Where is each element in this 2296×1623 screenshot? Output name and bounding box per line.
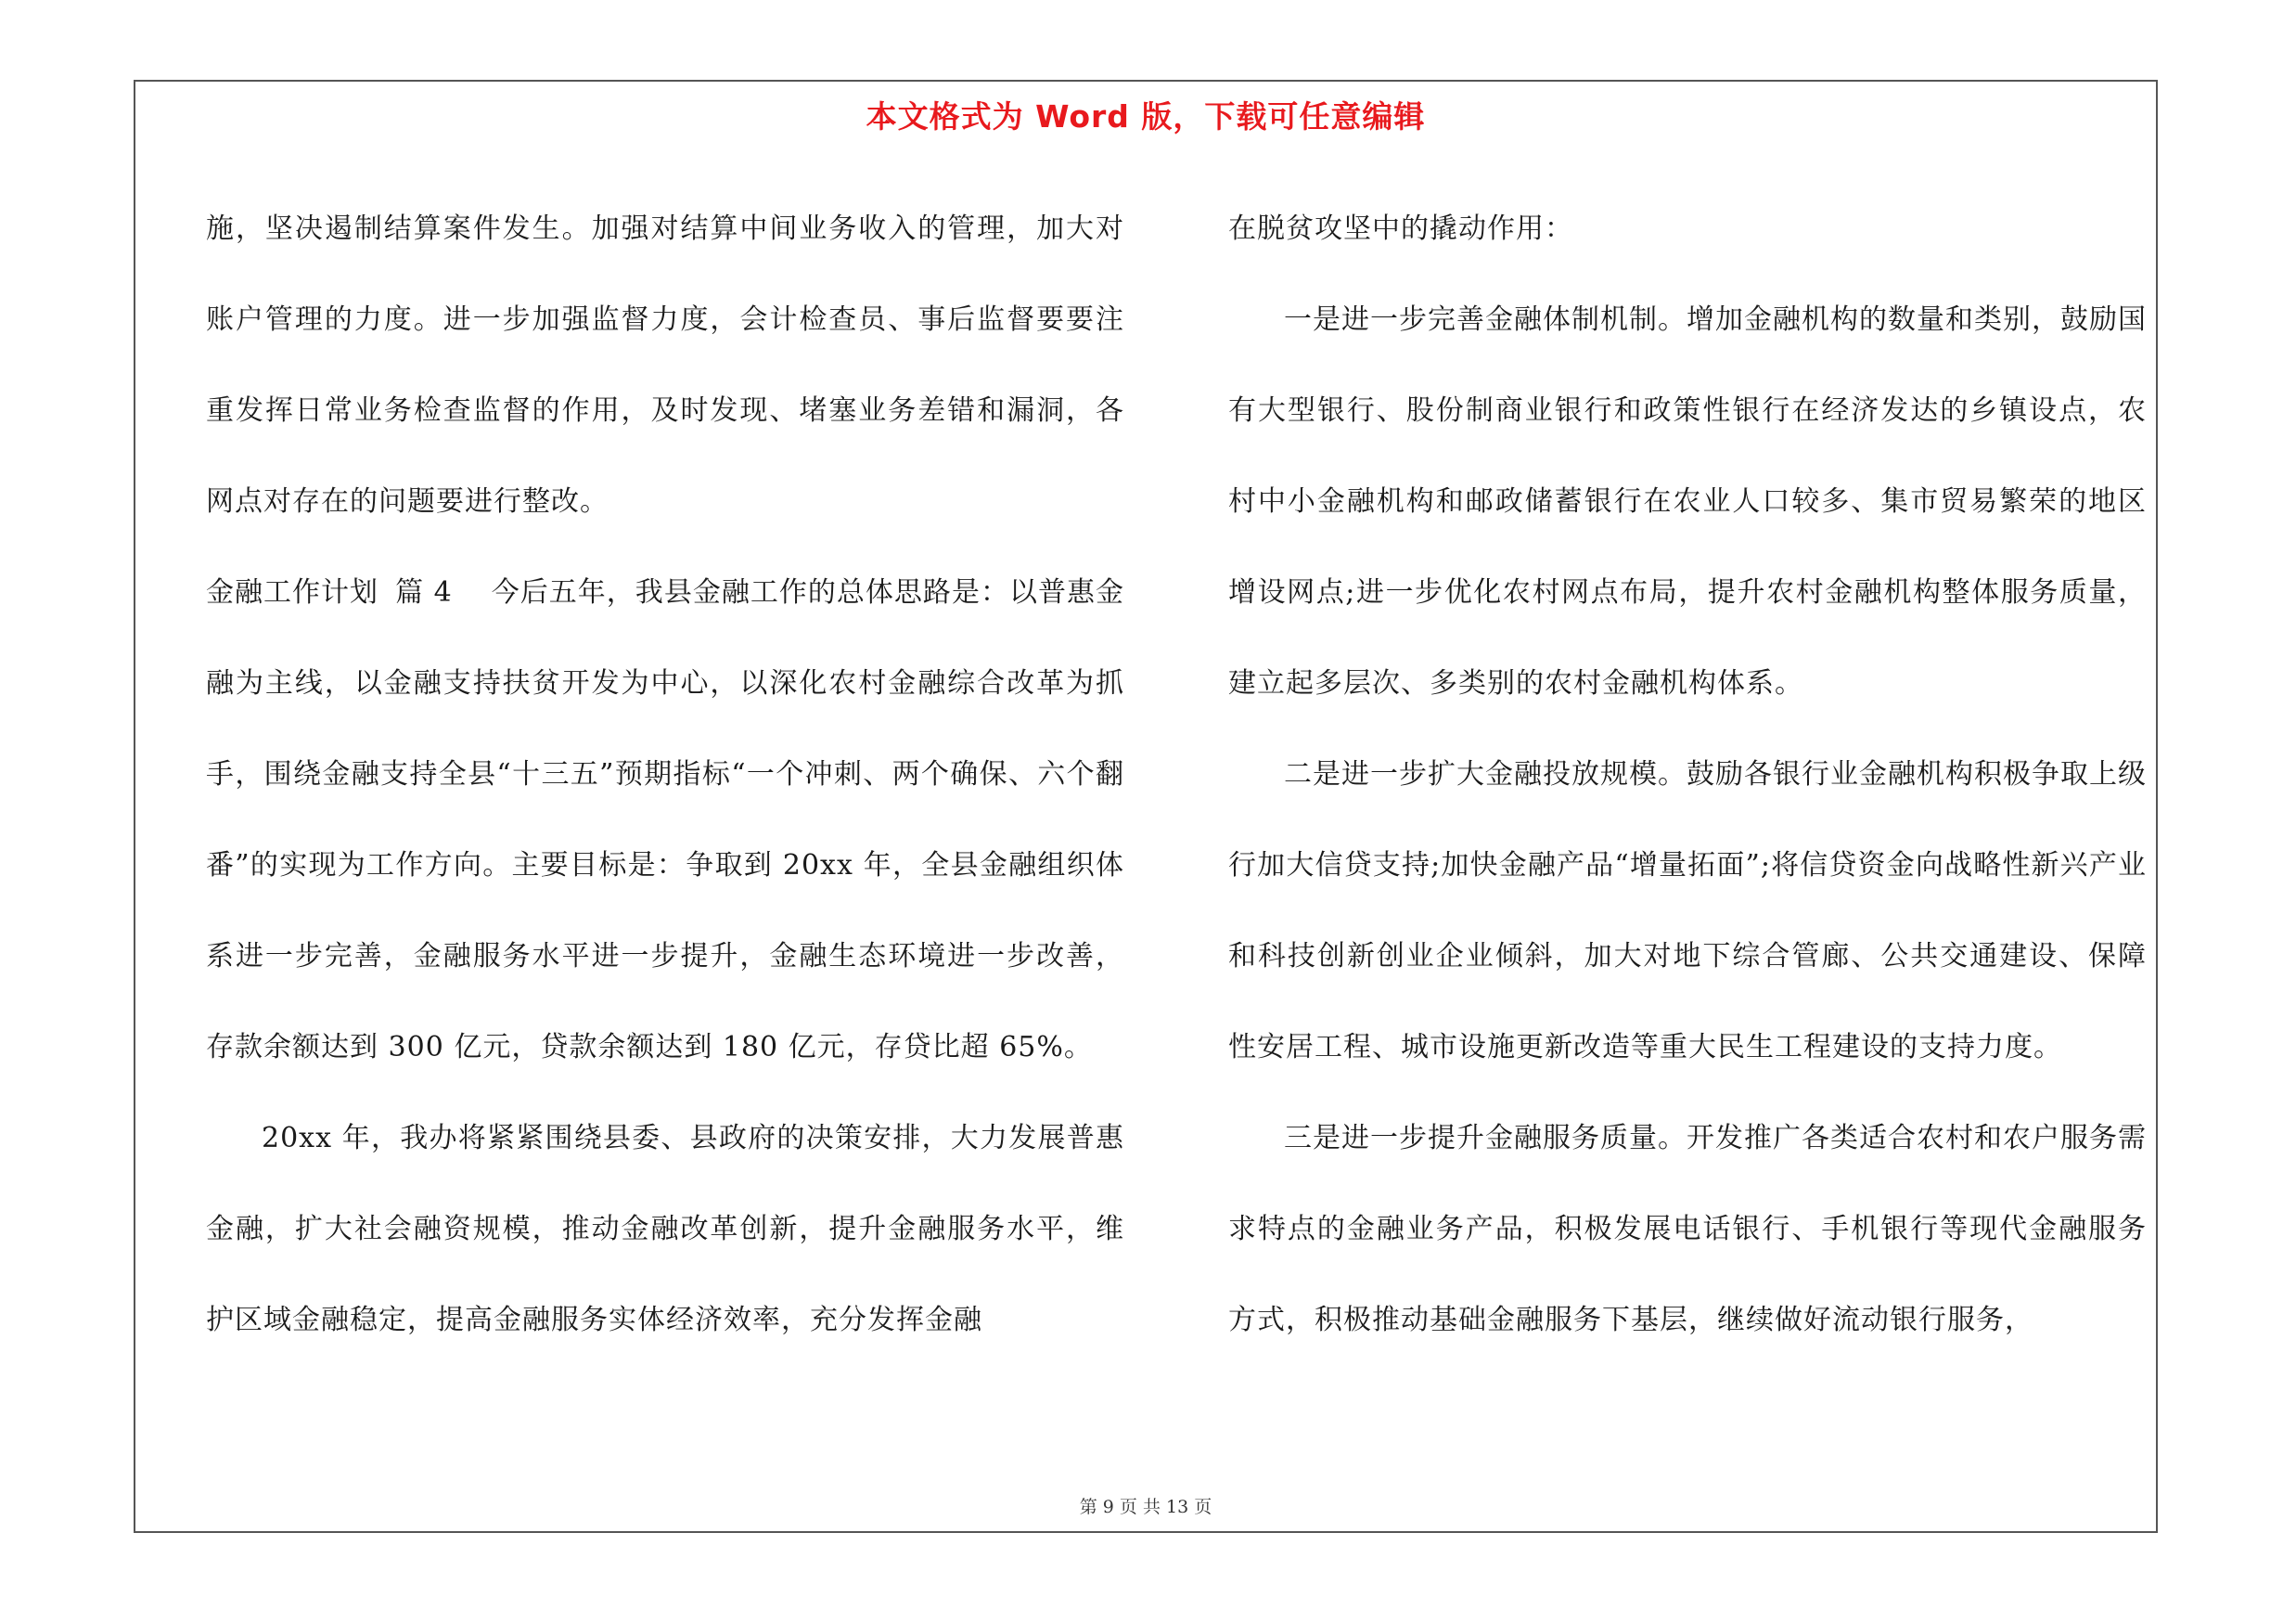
left-paragraph-1: 施，坚决遏制结算案件发生。加强对结算中间业务收入的管理，加大对账户管理的力度。进一步加强监督力度，会计检查员、事后监督要要注重发挥日常业务检查监督的作用，及时发现、堵塞业务差错和漏洞，各网点对存在的问题要进行整改。 bbox=[206, 213, 1124, 518]
left-paragraph-3: 20xx 年，我办将紧紧围绕县委、县政府的决策安排，大力发展普惠金融，扩大社会融资规模，推动金融改革创新，提升金融服务水平，维护区域金融稳定，提高金融服务实体经济效率，充分发挥金融 bbox=[206, 1122, 1124, 1336]
right-paragraph-1: 在脱贫攻坚中的撬动作用： bbox=[1228, 213, 1573, 245]
left-paragraph-2 bbox=[206, 547, 1124, 1093]
section-heading-number: 篇 4 bbox=[395, 576, 453, 609]
right-column bbox=[1228, 184, 2147, 1366]
page-number-footer: 第 9 页 共 13 页 bbox=[1079, 1497, 1212, 1517]
right-paragraph-3: 二是进一步扩大金融投放规模。鼓励各银行业金融机构积极争取上级行加大信贷支持;加快金融产品“增量拓面”;将信贷资金向战略性新兴产业和科技创新创业企业倾斜，加大对地下综合管廊、公共交通建设、保障性安居工程、城市设施更新改造等重大民生工程建设的支持力度。 bbox=[1228, 758, 2147, 1063]
page-frame bbox=[134, 80, 2158, 1533]
right-paragraph-2: 一是进一步完善金融体制机制。增加金融机构的数量和类别，鼓励国有大型银行、股份制商业银行和政策性银行在经济发达的乡镇设点，农村中小金融机构和邮政储蓄银行在农业人口较多、集市贸易繁荣的地区增设网点;进一步优化农村网点布局，提升农村金融机构整体服务质量，建立起多层次、多类别的农村金融机构体系。 bbox=[1228, 303, 2147, 700]
right-paragraph-4: 三是进一步提升金融服务质量。开发推广各类适合农村和农户服务需求特点的金融业务产品，积极发展电话银行、手机银行等现代金融服务方式，积极推动基础金融服务下基层，继续做好流动银行服务， bbox=[1228, 1122, 2147, 1336]
word-format-banner: 本文格式为 Word 版，下载可任意编辑 bbox=[866, 98, 1426, 135]
section-heading-title: 金融工作计划 bbox=[206, 576, 379, 609]
left-paragraph-2-text: 今后五年，我县金融工作的总体思路是：以普惠金融为主线，以金融支持扶贫开发为中心，以深化农村金融综合改革为抓手，围绕金融支持全县“十三五”预期指标“一个冲刺、两个确保、六个翻番”的实现为工作方向。主要目标是：争取到 20xx 年，全县金融组织体系进一步完善，金融服务水平进一步提升，金融生态环境进一步改善，存款余额达到 300 亿元，贷款余额达到 180 亿元，存贷比超 65%。 bbox=[206, 576, 1125, 1063]
left-column bbox=[206, 184, 1124, 1366]
